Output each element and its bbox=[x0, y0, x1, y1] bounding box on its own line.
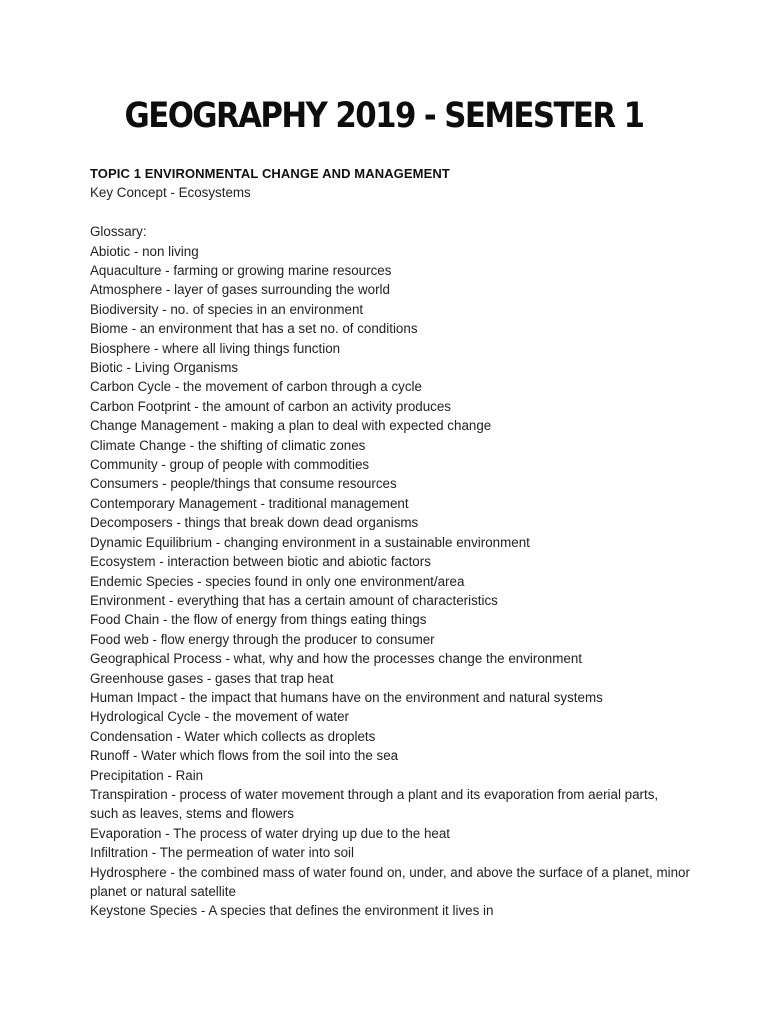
glossary-entry: Runoff - Water which flows from the soil into the sea bbox=[90, 748, 399, 764]
glossary-entry: Dynamic Equilibrium - changing environment in a sustainable environment bbox=[90, 534, 530, 550]
glossary-entry: Hydrosphere - the combined mass of water found on, under, and above the surface of a planet, minor planet or natural satellite bbox=[90, 864, 690, 900]
glossary-entry: Keystone Species - A species that defines the environment it lives in bbox=[90, 903, 494, 919]
glossary-entry: Greenhouse gases - gases that trap heat bbox=[90, 670, 334, 686]
glossary-entry: Evaporation - The process of water drying up due to the heat bbox=[90, 825, 451, 841]
glossary-list bbox=[90, 242, 690, 921]
glossary-entry: Biosphere - where all living things function bbox=[90, 340, 341, 356]
glossary-entry: Community - group of people with commodities bbox=[90, 457, 370, 473]
glossary-entry: Infiltration - The permeation of water into soil bbox=[90, 845, 354, 861]
glossary-entry: Hydrological Cycle - the movement of water bbox=[90, 709, 349, 725]
glossary-entry: Aquaculture - farming or growing marine resources bbox=[90, 263, 392, 279]
glossary-entry: Atmosphere - layer of gases surrounding the world bbox=[90, 282, 390, 298]
glossary-entry: Transpiration - process of water movement through a plant and its evaporation from aerial parts, such as leaves, stems and flowers bbox=[90, 786, 659, 822]
glossary-entry: Decomposers - things that break down dead organisms bbox=[90, 515, 419, 531]
glossary-entry: Carbon Footprint - the amount of carbon an activity produces bbox=[90, 398, 451, 414]
glossary-entry: Food web - flow energy through the producer to consumer bbox=[90, 631, 435, 647]
glossary-entry: Consumers - people/things that consume resources bbox=[90, 476, 397, 492]
glossary-label: Glossary: bbox=[90, 224, 147, 240]
paragraph-gap bbox=[90, 203, 690, 222]
key-concept: Key Concept - Ecosystems bbox=[90, 185, 251, 201]
page-title: GEOGRAPHY 2019 - SEMESTER 1 bbox=[124, 96, 644, 136]
glossary-entry: Precipitation - Rain bbox=[90, 767, 204, 783]
glossary-entry: Endemic Species - species found in only one environment/area bbox=[90, 573, 465, 589]
glossary-entry: Change Management - making a plan to deal with expected change bbox=[90, 418, 492, 434]
glossary-entry: Contemporary Management - traditional management bbox=[90, 495, 409, 511]
glossary-entry: Climate Change - the shifting of climatic zones bbox=[90, 437, 366, 453]
glossary-entry: Biodiversity - no. of species in an environment bbox=[90, 301, 364, 317]
glossary-entry: Geographical Process - what, why and how the processes change the environment bbox=[90, 651, 583, 667]
glossary-entry: Biome - an environment that has a set no. of conditions bbox=[90, 321, 418, 337]
topic-heading: TOPIC 1 ENVIRONMENTAL CHANGE AND MANAGEMENT bbox=[90, 166, 450, 181]
glossary-entry: Biotic - Living Organisms bbox=[90, 360, 239, 376]
glossary-entry: Abiotic - non living bbox=[90, 243, 199, 259]
glossary-entry: Condensation - Water which collects as droplets bbox=[90, 728, 376, 744]
glossary-entry: Ecosystem - interaction between biotic and abiotic factors bbox=[90, 554, 431, 570]
document-body bbox=[90, 164, 690, 921]
glossary-entry: Carbon Cycle - the movement of carbon through a cycle bbox=[90, 379, 422, 395]
glossary-entry: Human Impact - the impact that humans have on the environment and natural systems bbox=[90, 689, 603, 705]
glossary-entry: Environment - everything that has a certain amount of characteristics bbox=[90, 592, 498, 608]
glossary-entry: Food Chain - the flow of energy from things eating things bbox=[90, 612, 427, 628]
